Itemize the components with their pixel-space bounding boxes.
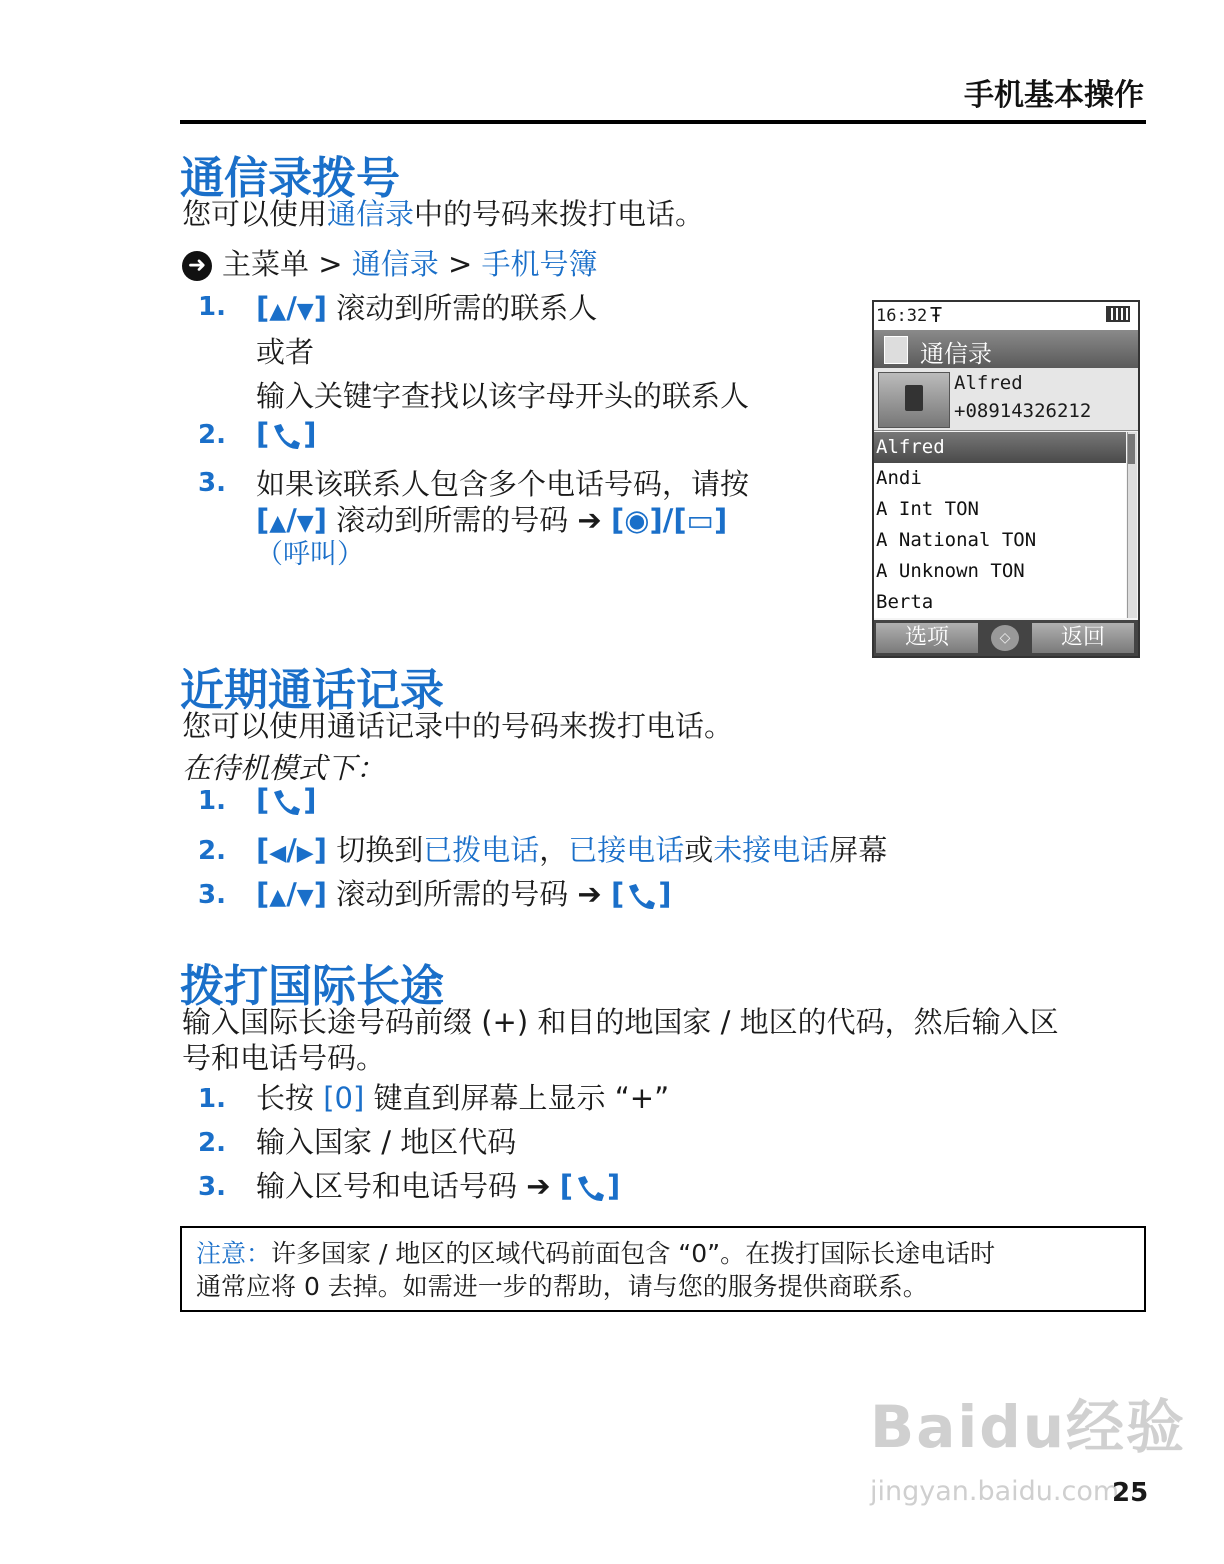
- step-label: 切换到: [336, 833, 424, 867]
- step-text: 如果该联系人包含多个电话号码，请按: [256, 467, 750, 501]
- triangle-down-icon: ▼: [296, 511, 314, 536]
- path-separator: >: [318, 247, 343, 281]
- status-bar: [874, 302, 1138, 331]
- note-label: 注意：: [196, 1239, 272, 1268]
- call-key: [ ]: [610, 877, 672, 911]
- step-text: [256, 502, 727, 538]
- navigation-key-icon: ◇: [991, 625, 1019, 651]
- contact-list: [874, 432, 1126, 618]
- intro-link: 通信录: [327, 197, 415, 231]
- triangle-up-icon: ▲: [269, 299, 287, 324]
- phone-call-icon: [269, 786, 303, 818]
- section-intro: [182, 196, 704, 232]
- screen-title-bar: [874, 330, 1138, 368]
- list-item[interactable]: A National TON: [876, 529, 1037, 551]
- step-number: 1.: [198, 1084, 226, 1114]
- leftright-key: [◀/▶]: [256, 833, 327, 867]
- triangle-down-icon: ▼: [296, 299, 314, 324]
- step-or: 或者: [256, 335, 315, 369]
- page-number: 25: [1112, 1478, 1149, 1508]
- note-line: 许多国家 / 地区的区域代码前面包含 “0”。在拨打国际长途电话时: [271, 1239, 996, 1268]
- battery-icon: [1106, 306, 1130, 322]
- step-number: 2.: [198, 836, 226, 866]
- list-item[interactable]: Andi: [876, 467, 922, 489]
- section-heading-international: 拨打国际长途: [180, 961, 444, 1012]
- softkey-bar: [874, 620, 1138, 656]
- arrow-right-icon: ➜: [182, 251, 212, 281]
- phone-call-icon: [573, 1172, 607, 1204]
- step-text: [256, 1080, 669, 1116]
- list-item[interactable]: Berta: [876, 591, 934, 613]
- updown-key: [▲/▼]: [256, 503, 327, 537]
- updown-key: [▲/▼]: [256, 291, 327, 325]
- step-alt: 输入关键字查找以该字母开头的联系人: [256, 379, 750, 413]
- step-number: 3.: [198, 880, 226, 910]
- section-intro: 输入国际长途号码前缀 (+) 和目的地国家 / 地区的代码，然后输入区: [182, 1005, 1059, 1039]
- note-line: 通常应将 0 去掉。如需进一步的帮助，请与您的服务提供商联系。: [196, 1271, 928, 1301]
- menu-path: [182, 246, 598, 282]
- zero-key: [0]: [323, 1081, 365, 1115]
- step-label: 输入区号和电话号码: [256, 1169, 518, 1203]
- triangle-right-icon: ▶: [296, 841, 314, 866]
- triangle-left-icon: ◀: [269, 841, 287, 866]
- call-key: [ ]: [256, 783, 317, 817]
- phone-call-icon: [269, 420, 303, 452]
- center-key: [◉]/[▭]: [610, 503, 728, 537]
- step-text: [256, 290, 597, 326]
- screen-title: 通信录: [920, 340, 992, 368]
- triangle-up-icon: ▲: [269, 885, 287, 910]
- back-softkey[interactable]: 返回: [1032, 623, 1134, 653]
- note-box: [180, 1226, 1146, 1312]
- step-number: 3.: [198, 1172, 226, 1202]
- arrow-icon: ➔: [526, 1169, 551, 1203]
- separator: ，: [539, 833, 569, 867]
- note-text: [196, 1238, 1126, 1303]
- step-label: 滚动到所需的联系人: [336, 291, 598, 325]
- tab-dialed: 已拨电话: [423, 833, 540, 867]
- clock: 16:32: [876, 306, 928, 326]
- step-text: [256, 832, 887, 868]
- step-text: [256, 1168, 620, 1204]
- section-intro: 您可以使用通话记录中的号码来拨打电话。: [182, 709, 734, 743]
- step-label: 屏幕: [829, 833, 888, 867]
- step-number: 3.: [198, 468, 226, 498]
- tab-received: 已接电话: [568, 833, 685, 867]
- list-item[interactable]: A Int TON: [876, 498, 979, 520]
- step-number: 2.: [198, 1128, 226, 1158]
- softkey-icon: ▭: [686, 503, 715, 537]
- step-label: 滚动到所需的号码: [336, 503, 569, 537]
- list-item[interactable]: A Unknown TON: [876, 560, 1025, 582]
- watermark-url: jingyan.baidu.com: [870, 1476, 1120, 1507]
- call-key: [ ]: [559, 1169, 621, 1203]
- step-number: 2.: [198, 420, 226, 450]
- watermark-logo: Baidu经验: [870, 1393, 1187, 1461]
- signal-icon: Ŧ: [930, 303, 943, 327]
- triangle-up-icon: ▲: [269, 511, 287, 536]
- path-item: 手机号簿: [481, 247, 598, 281]
- arrow-icon: ➔: [577, 877, 602, 911]
- section-heading-contacts: 通信录拨号: [180, 153, 400, 204]
- phone-screen: [872, 300, 1140, 658]
- step-text: 输入国家 / 地区代码: [256, 1125, 517, 1159]
- arrow-icon: ➔: [577, 503, 602, 537]
- step-text: [256, 876, 671, 912]
- step-label: 键直到屏幕上显示 “+”: [373, 1081, 670, 1115]
- card-name: Alfred: [954, 372, 1023, 394]
- or-text: 或: [684, 833, 714, 867]
- contacts-book-icon: [884, 336, 908, 364]
- path-separator: >: [448, 247, 473, 281]
- scrollbar-thumb[interactable]: [1128, 434, 1135, 464]
- call-key: [ ]: [256, 417, 317, 451]
- mode-text: 在待机模式下：: [182, 751, 386, 785]
- path-item: 通信录: [351, 247, 439, 281]
- list-item[interactable]: Alfred: [874, 432, 1126, 463]
- sim-card-icon: [878, 372, 950, 428]
- step-number: 1.: [198, 786, 226, 816]
- options-softkey[interactable]: 选项: [876, 623, 978, 653]
- contact-card: [874, 368, 1138, 431]
- phone-call-icon: [624, 880, 658, 912]
- step-number: 1.: [198, 292, 226, 322]
- step-label: 长按: [256, 1081, 315, 1115]
- step-label: 滚动到所需的号码: [336, 877, 569, 911]
- triangle-down-icon: ▼: [296, 885, 314, 910]
- updown-key: [▲/▼]: [256, 877, 327, 911]
- intro-text: 您可以使用: [182, 197, 328, 231]
- path-root: 主菜单: [222, 247, 310, 281]
- intro-text: 中的号码来拨打电话。: [414, 197, 705, 231]
- header-rule: [180, 120, 1146, 124]
- tab-missed: 未接电话: [713, 833, 830, 867]
- card-number: +08914326212: [954, 400, 1092, 422]
- section-heading-call-log: 近期通话记录: [180, 665, 444, 716]
- call-label: （呼叫）: [256, 539, 364, 570]
- chapter-title: 手机基本操作: [964, 78, 1144, 113]
- section-intro: 号和电话号码。: [182, 1041, 386, 1075]
